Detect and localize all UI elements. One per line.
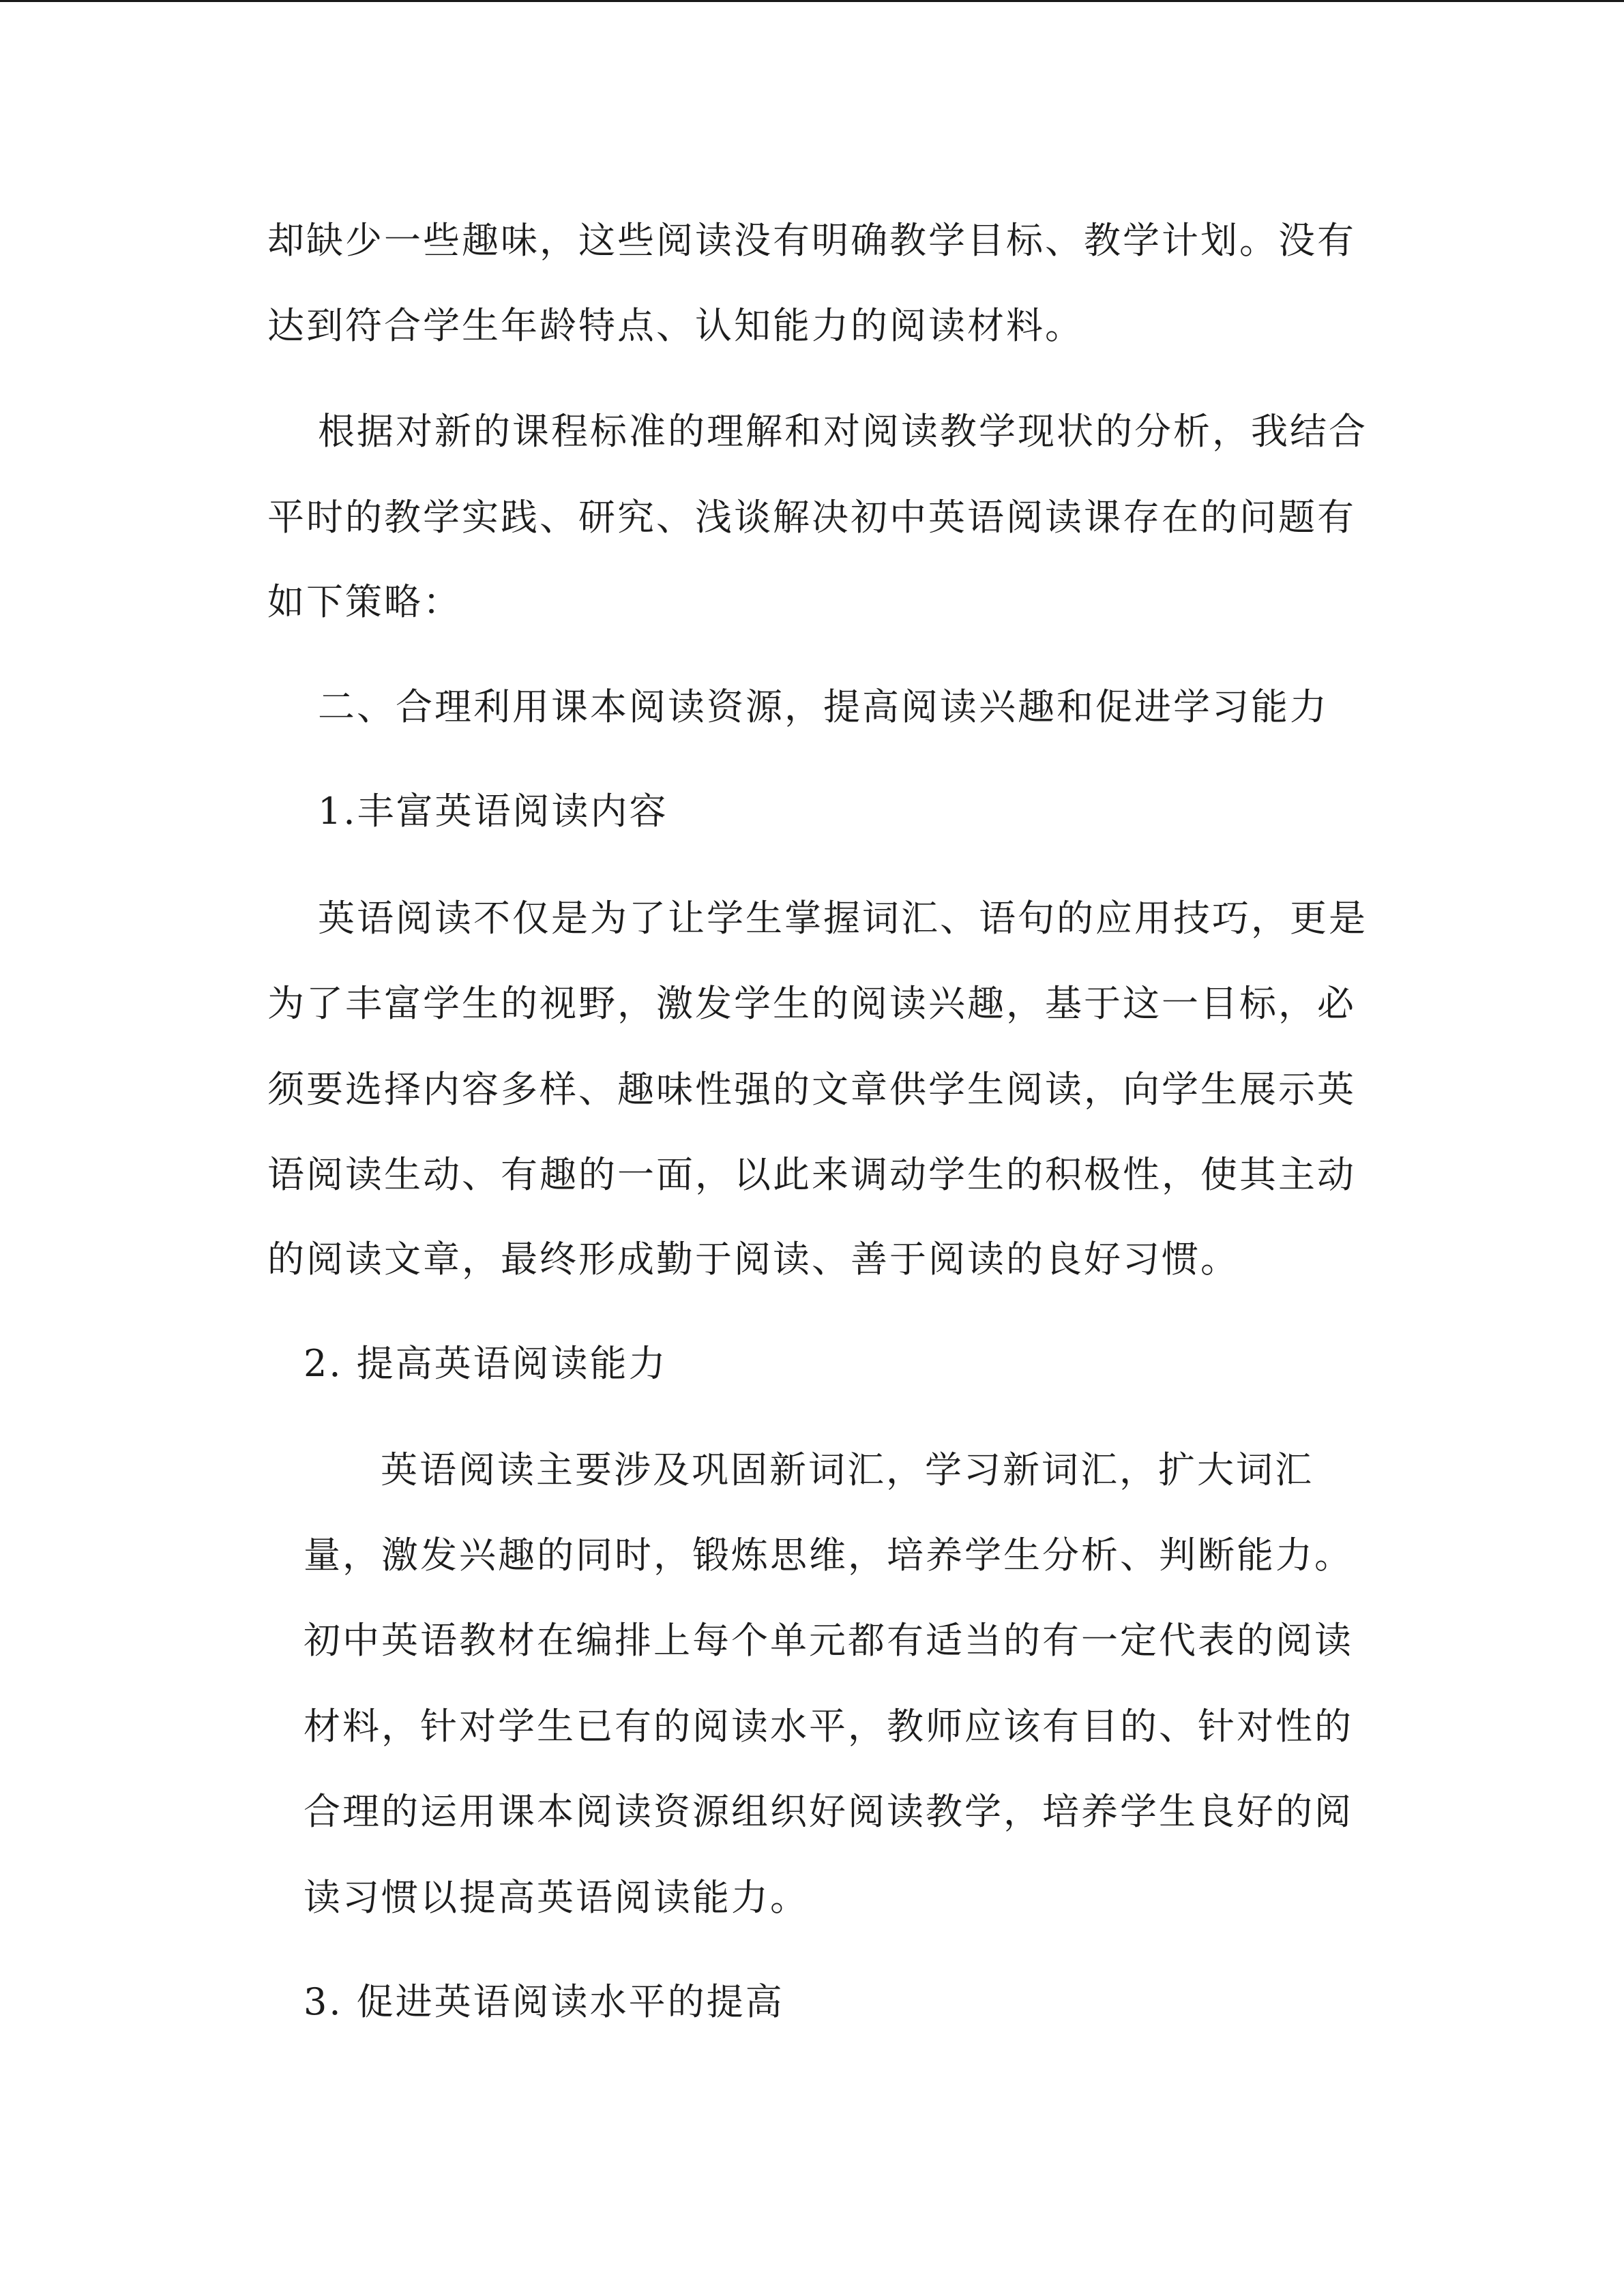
text-line: 平时的教学实践、研究、浅谈解决初中英语阅读课存在的问题有 [267,496,1356,539]
subsection-heading: 2. 提高英语阅读能力 [304,1342,668,1385]
text-line: 须要选择内容多样、趣味性强的文章供学生阅读，向学生展示英 [267,1068,1356,1111]
subsection-heading: 1.丰富英语阅读内容 [318,790,668,833]
text-line: 的阅读文章，最终形成勤于阅读、善于阅读的良好习惯。 [267,1238,1239,1281]
text-line: 量，激发兴趣的同时，锻炼思维，培养学生分析、判断能力。 [304,1534,1353,1577]
text-line: 达到符合学生年龄特点、认知能力的阅读材料。 [267,304,1084,347]
text-line: 合理的运用课本阅读资源组织好阅读教学，培养学生良好的阅 [304,1790,1353,1833]
text-line: 初中英语教材在编排上每个单元都有适当的有一定代表的阅读 [304,1619,1353,1662]
text-line: 为了丰富学生的视野，激发学生的阅读兴趣，基于这一目标，必 [267,982,1356,1025]
text-line: 语阅读生动、有趣的一面，以此来调动学生的积极性，使其主动 [267,1153,1356,1196]
text-line: 材料，针对学生已有的阅读水平，教师应该有目的、针对性的 [304,1705,1353,1748]
text-line: 英语阅读不仅是为了让学生掌握词汇、语句的应用技巧，更是 [318,897,1368,940]
text-line: 却缺少一些趣味，这些阅读没有明确教学目标、教学计划。没有 [267,219,1356,262]
subsection-heading: 3. 促进英语阅读水平的提高 [304,1980,784,2023]
section-heading: 二、合理利用课本阅读资源，提高阅读兴趣和促进学习能力 [318,685,1329,728]
text-line: 如下策略： [267,580,462,623]
text-line: 根据对新的课程标准的理解和对阅读教学现状的分析，我结合 [318,410,1368,453]
text-line: 读习惯以提高英语阅读能力。 [304,1876,809,1919]
text-line: 英语阅读主要涉及巩固新词汇，学习新词汇，扩大词汇 [381,1448,1314,1491]
